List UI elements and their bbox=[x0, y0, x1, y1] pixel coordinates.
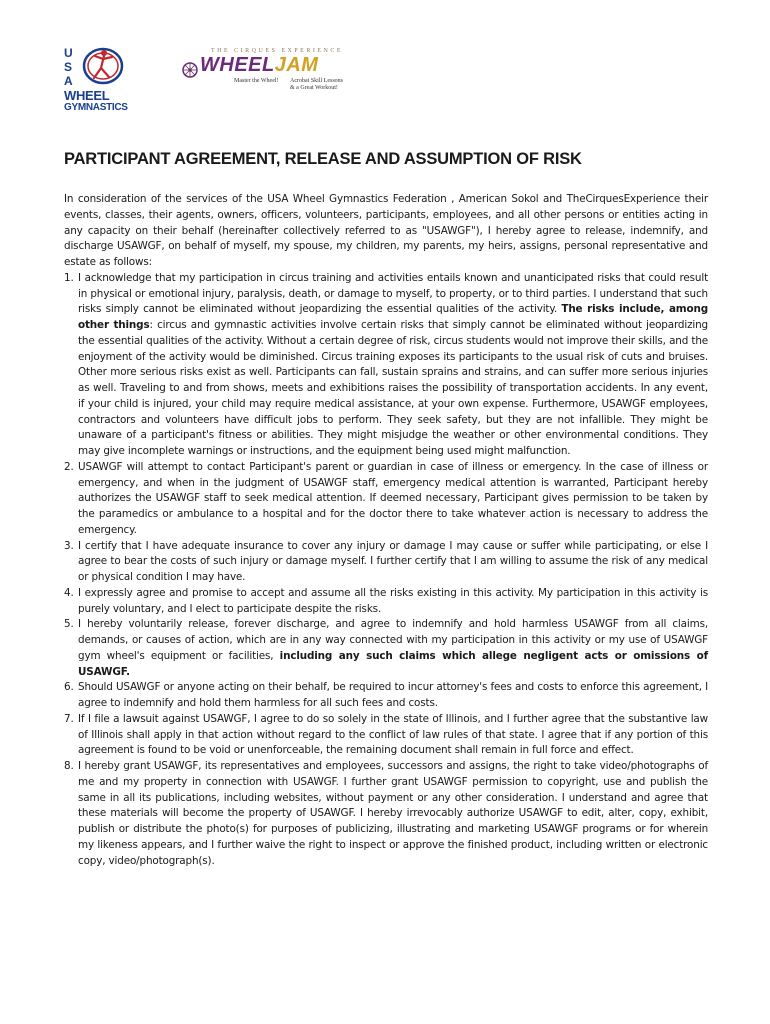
clause-5: 5. I hereby voluntarily release, forever discharge, and agree to indemnify and hold harmless USAWGF from all claims, demands, or causes of action, which are in any way connected with my participation in this activity or my use of USAWGF gym wheel's equipment or facilities, including any such claims which allege negligent acts or omissions of USAWGF. bbox=[64, 618, 709, 678]
intro-paragraph: In consideration of the services of the USA Wheel Gymnastics Federation , American Sokol and TheCirquesExperience their events, classes, their agents, owners, officers, volunteers, participants, employees, and all other persons or entities acting in any capacity on their behalf (hereinafter collectively referred to as "USAWGF"), I hereby agree to release, indemnify, and discharge USAWGF, on behalf of myself, my spouse, my children, my parents, my heirs, assigns, personal representative and estate as follows: bbox=[64, 193, 708, 268]
document-title: PARTICIPANT AGREEMENT, RELEASE AND ASSUMPTION OF RISK bbox=[64, 150, 582, 168]
clause-1: 1. I acknowledge that my participation in circus training and activities entails known and unanticipated risks that could result in physical or emotional injury, paralysis, death, or damage to myself, to property, or to third parties. I understand that such risks simply cannot be eliminated without jeopardizing the essential qualities of the activity. The risks include, among other things: circus and gymnastic activities involve certain risks that simply cannot be eliminated without jeopardizing the essential qualities of the activity. Without a certain degree of risk, circus students would not improve their skills, and the enjoyment of the activity would be diminished. Circus training exposes its participants to the usual risk of cuts and bruises. Other more serious risks exist as well. Participants can fall, sustain sprains and strains, and can suffer more serious injuries as well. Traveling to and from shows, meets and exhibitions raises the possibility of transportation accidents. In any event, if your child is injured, your child may require medical assistance, at your own expense. Furthermore, USAWGF employees, contractors and volunteers have difficult jobs to perform. They seek safety, but they are not infallible. They might be unaware of a participant's fitness or abilities. They might misjudge the weather or other environmental conditions. They may give incomplete warnings or instructions, and the equipment being used might malfunction. bbox=[64, 271, 709, 457]
clause-3: 3. I certify that I have adequate insurance to cover any injury or damage I may cause or suffer while participating, or else I agree to bear the costs of such injury or damage myself. I further certify that I am willing to assume the risk of any medical or physical condition I may have. bbox=[64, 539, 708, 583]
gymnast-wheel-icon bbox=[76, 44, 126, 88]
usa-logo-gymnastics-text: GYMNASTICS bbox=[64, 102, 128, 113]
clause-number: 5. bbox=[64, 618, 74, 631]
clause-6: 6. Should USAWGF or anyone acting on their behalf, be required to incur attorney's fees and costs to enforce this agreement, I agree to indemnify and hold them harmless for all such fees and costs. bbox=[64, 681, 708, 709]
clause-number: 2. bbox=[64, 460, 74, 473]
clause-number: 7. bbox=[64, 712, 74, 725]
wheel-icon bbox=[182, 62, 198, 78]
clause-number: 4. bbox=[64, 586, 74, 599]
usa-letters: U S A bbox=[64, 46, 73, 88]
clause-2: 2. USAWGF will attempt to contact Participant's parent or guardian in case of illness or emergency. In the case of illness or emergency, and when in the judgment of USAWGF staff, emergency medical attention is warranted, Participant hereby authorizes the USAWGF staff to seek medical attention. If deemed necessary, Participant gives permission to be taken by the paramedics or ambulance to a hospital and for the doctor there to take whatever action is necessary to address the emergency. bbox=[64, 460, 708, 536]
clause-7: 7. If I file a lawsuit against USAWGF, I agree to do so solely in the state of Illinois, and I further agree that the substantive law of Illinois shall apply in that action without regard to the conflict of law rules of that state. I agree that if any portion of this agreement is found to be void or unenforceable, the remaining document shall remain in full force and effect. bbox=[64, 712, 708, 757]
usa-logo-wheel-text: WHEEL bbox=[64, 88, 110, 103]
wheeljam-sub-master: Master the Wheel! bbox=[234, 78, 279, 84]
wheeljam-tagline: THE CIRQUES EXPERIENCE bbox=[211, 48, 343, 54]
wheeljam-sub-lessons: Acrobat Skill Lessons & a Great Workout! bbox=[290, 78, 343, 91]
clause-number: 1. bbox=[64, 271, 74, 284]
usa-wheel-gymnastics-logo bbox=[62, 44, 130, 116]
wheeljam-title: WHEELJAM bbox=[200, 54, 319, 76]
clause-list bbox=[64, 271, 708, 870]
agreement-body bbox=[64, 192, 708, 869]
clause-4: 4. I expressly agree and promise to accept and assume all the risks existing in this activity. My participation in this activity is purely voluntary, and I elect to participate despite the risks. bbox=[64, 586, 708, 615]
clause-8: 8. I hereby grant USAWGF, its representatives and employees, successors and assigns, the right to take video/photographs of me and my property in connection with USAWGF. I further grant USAWGF permission to copyright, use and publish the same in all its publications, including websites, without payment or any other consideration. I understand and agree that these materials will become the property of USAWGF. I hereby irrevocably authorize USAWGF to edit, alter, copy, exhibit, publish or distribute the photo(s) for purposes of publicizing, illustrating and marketing USAWGF programs or for wherein my likeness appears, and I further waive the right to inspect or approve the finished product, including written or electronic copy, video/photograph(s). bbox=[64, 760, 708, 867]
clause-number: 8. bbox=[64, 760, 74, 772]
wheeljam-logo bbox=[182, 48, 352, 100]
clause-number: 3. bbox=[64, 539, 74, 552]
clause-number: 6. bbox=[64, 681, 74, 694]
